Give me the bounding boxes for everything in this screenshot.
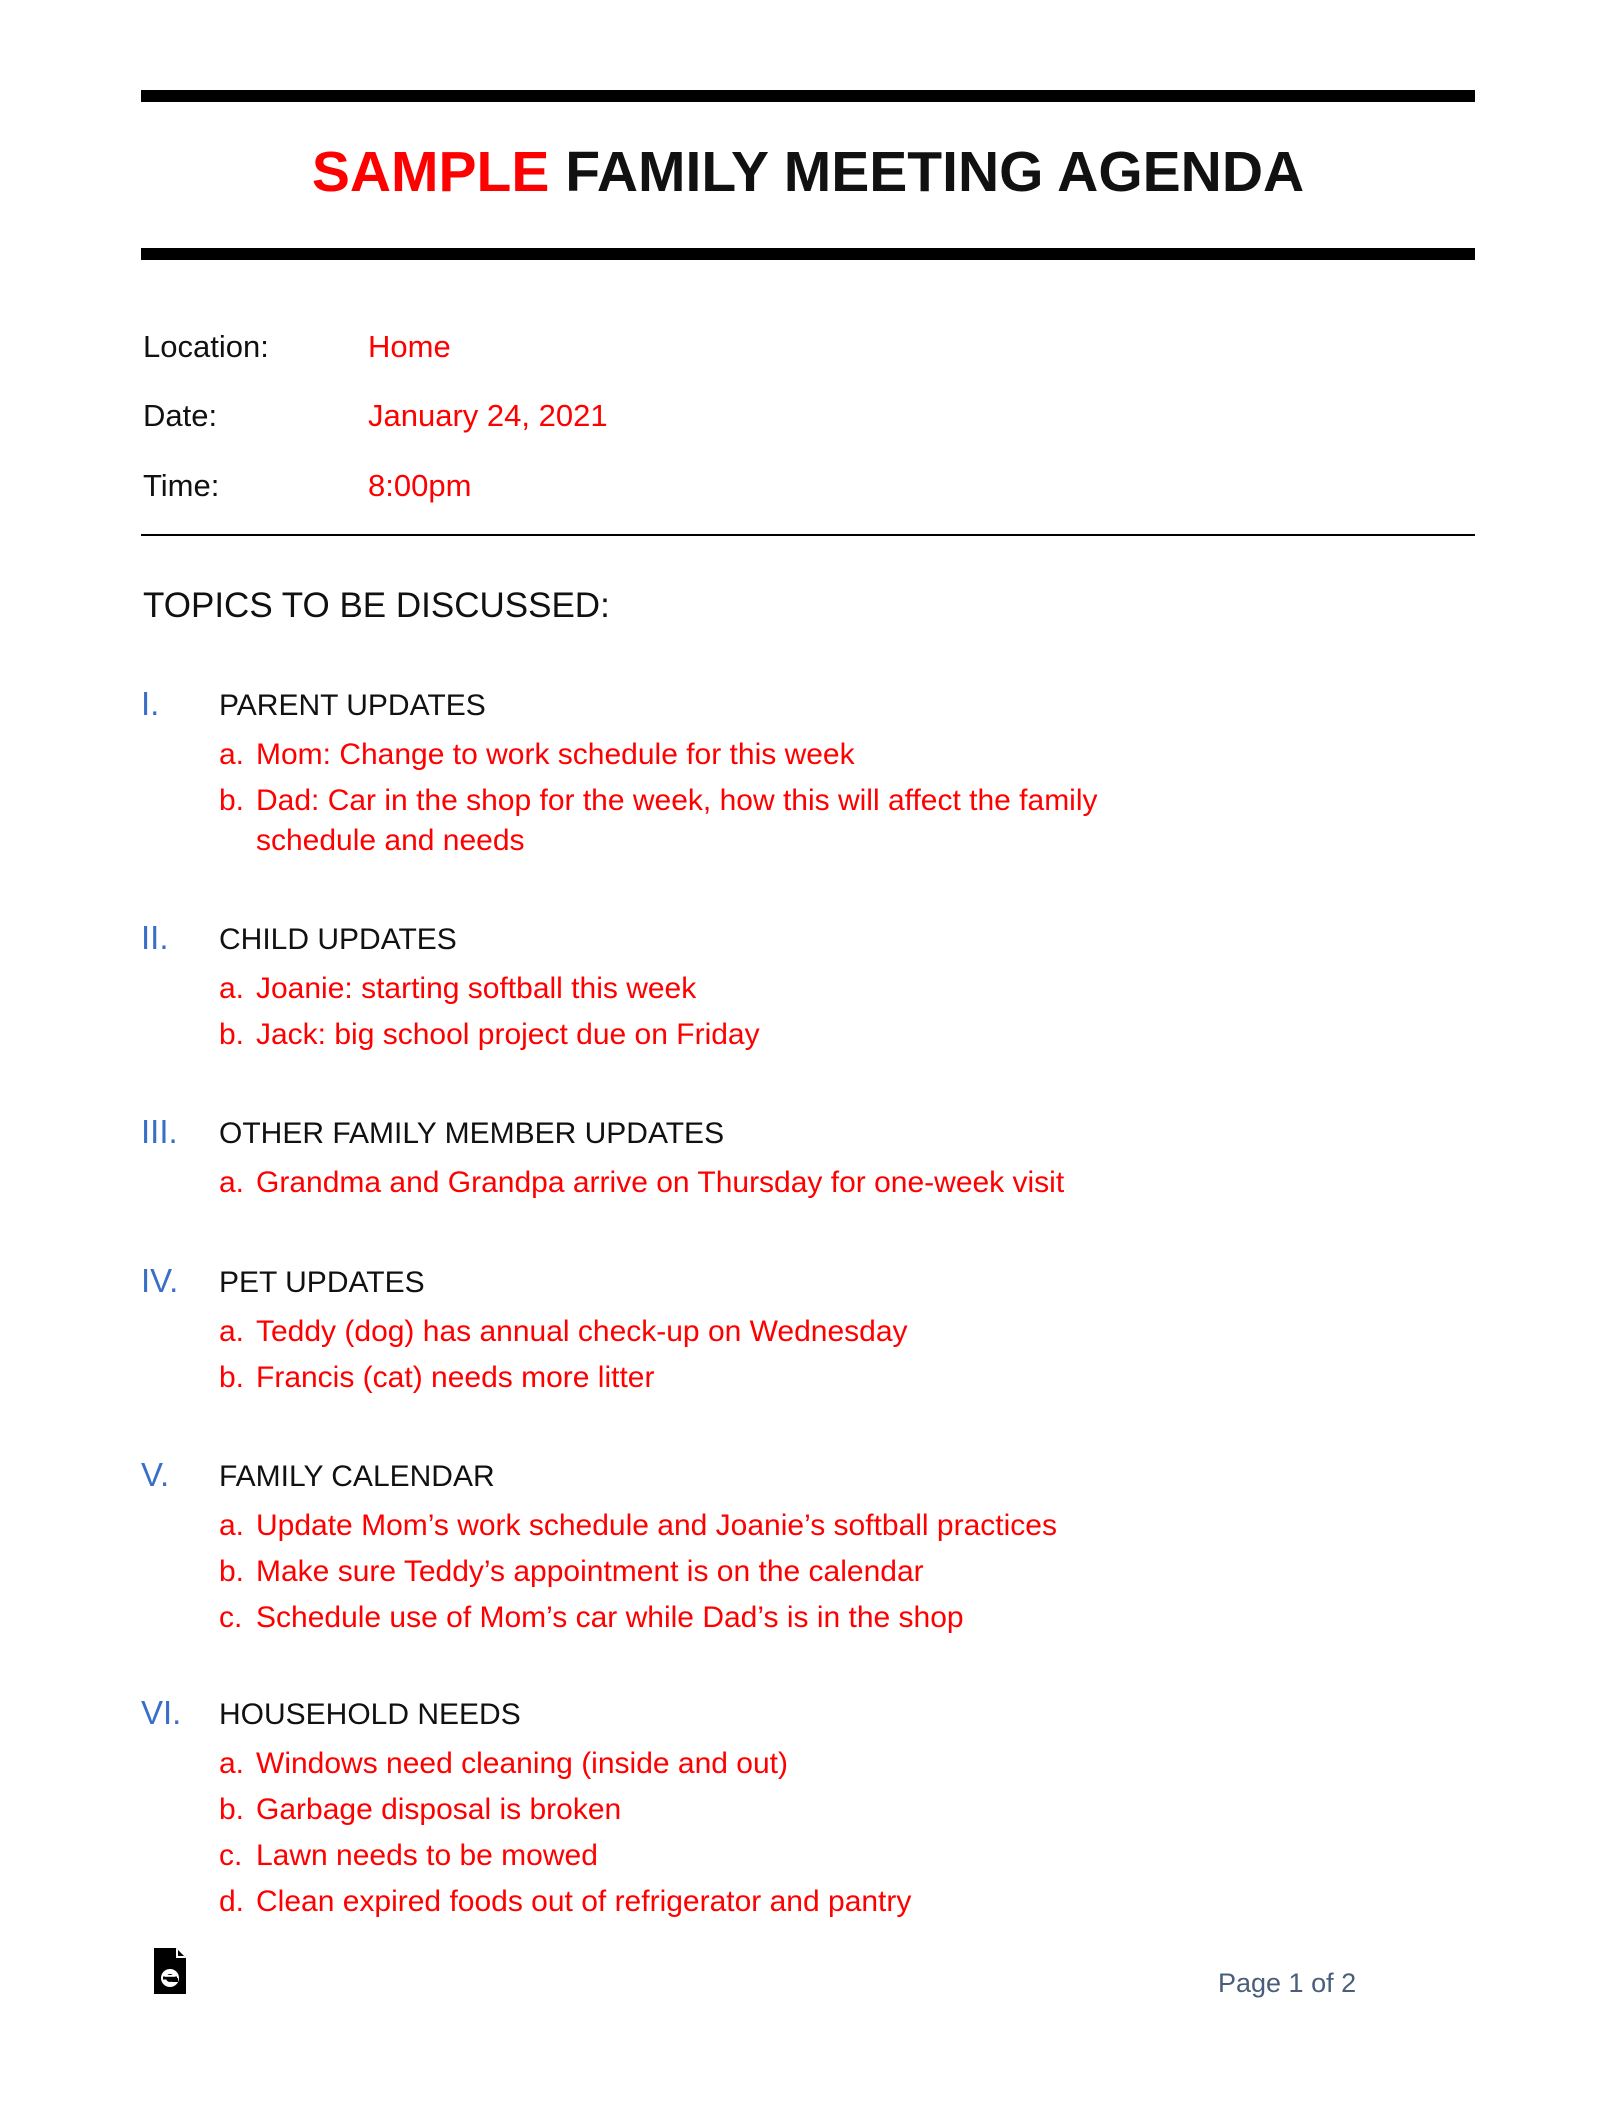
section-title: HOUSEHOLD NEEDS: [219, 1698, 521, 1731]
list-item: [219, 735, 1219, 775]
section-title: PARENT UPDATES: [219, 689, 486, 722]
eforms-logo-icon: [152, 1948, 188, 1996]
item-letter: b.: [219, 784, 245, 817]
section-item-list: [219, 1312, 1219, 1404]
time-label: Time:: [143, 468, 220, 503]
item-text: Make sure Teddy’s appointment is on the calendar: [256, 1555, 924, 1588]
section-item-list: [219, 1506, 1219, 1644]
list-item: [219, 1312, 1219, 1352]
item-letter: c.: [219, 1601, 243, 1634]
item-text: Jack: big school project due on Friday: [256, 1018, 760, 1051]
list-item: [219, 781, 1219, 861]
list-item: [219, 1882, 1219, 1922]
item-text-continued: schedule and needs: [256, 824, 525, 857]
date-label: Date:: [143, 398, 218, 433]
section-title: FAMILY CALENDAR: [219, 1460, 495, 1493]
item-letter: d.: [219, 1885, 245, 1918]
item-letter: a.: [219, 1747, 245, 1780]
header-bottom-rule: [141, 248, 1475, 260]
document-title: [141, 134, 1475, 210]
item-text: Update Mom’s work schedule and Joanie’s softball practices: [256, 1509, 1057, 1542]
header-top-rule: [141, 90, 1475, 102]
section-numeral: II.: [141, 919, 169, 956]
list-item: [219, 1790, 1219, 1830]
title-main-text: FAMILY MEETING AGENDA: [565, 140, 1305, 204]
item-letter: a.: [219, 972, 245, 1005]
section-numeral: IV.: [141, 1262, 179, 1299]
item-text: Garbage disposal is broken: [256, 1793, 622, 1826]
item-letter: a.: [219, 1315, 245, 1348]
item-text: Joanie: starting softball this week: [256, 972, 697, 1005]
item-letter: a.: [219, 738, 245, 771]
item-letter: b.: [219, 1018, 245, 1051]
location-value: Home: [368, 329, 451, 364]
list-item: [219, 1015, 1219, 1055]
page-number: Page 1 of 2: [1218, 1968, 1357, 1998]
section-numeral: V.: [141, 1456, 170, 1493]
section-title: CHILD UPDATES: [219, 923, 457, 956]
section-numeral: I.: [141, 685, 160, 722]
item-text: Clean expired foods out of refrigerator and pantry: [256, 1885, 912, 1918]
item-text: Grandma and Grandpa arrive on Thursday for one-week visit: [256, 1166, 1065, 1199]
item-letter: b.: [219, 1555, 245, 1588]
list-item: [219, 969, 1219, 1009]
section-item-list: [219, 1163, 1219, 1209]
item-letter: b.: [219, 1793, 245, 1826]
list-item: [219, 1598, 1219, 1638]
time-value: 8:00pm: [368, 468, 472, 503]
list-item: [219, 1358, 1219, 1398]
section-title: PET UPDATES: [219, 1266, 425, 1299]
section-numeral: VI.: [141, 1694, 182, 1731]
item-text: Teddy (dog) has annual check-up on Wednesday: [256, 1315, 908, 1348]
item-letter: c.: [219, 1839, 243, 1872]
item-text: Schedule use of Mom’s car while Dad’s is in the shop: [256, 1601, 964, 1634]
section-title: OTHER FAMILY MEMBER UPDATES: [219, 1117, 725, 1150]
section-item-list: [219, 1744, 1219, 1928]
item-text: Lawn needs to be mowed: [256, 1839, 598, 1872]
list-item: [219, 1552, 1219, 1592]
item-text: Francis (cat) needs more litter: [256, 1361, 655, 1394]
section-item-list: [219, 735, 1219, 867]
section-numeral: III.: [141, 1113, 178, 1150]
item-text: Dad: Car in the shop for the week, how this will affect the family: [256, 784, 1098, 817]
info-divider: [141, 534, 1475, 536]
location-label: Location:: [143, 329, 269, 364]
list-item: [219, 1506, 1219, 1546]
topics-heading: TOPICS TO BE DISCUSSED:: [143, 586, 610, 625]
item-text: Mom: Change to work schedule for this week: [256, 738, 855, 771]
title-sample-label: SAMPLE: [311, 140, 550, 204]
item-letter: a.: [219, 1509, 245, 1542]
section-item-list: [219, 969, 1219, 1061]
list-item: [219, 1163, 1219, 1203]
item-letter: a.: [219, 1166, 245, 1199]
date-value: January 24, 2021: [368, 398, 608, 433]
list-item: [219, 1744, 1219, 1784]
item-letter: b.: [219, 1361, 245, 1394]
list-item: [219, 1836, 1219, 1876]
item-text: Windows need cleaning (inside and out): [256, 1747, 788, 1780]
